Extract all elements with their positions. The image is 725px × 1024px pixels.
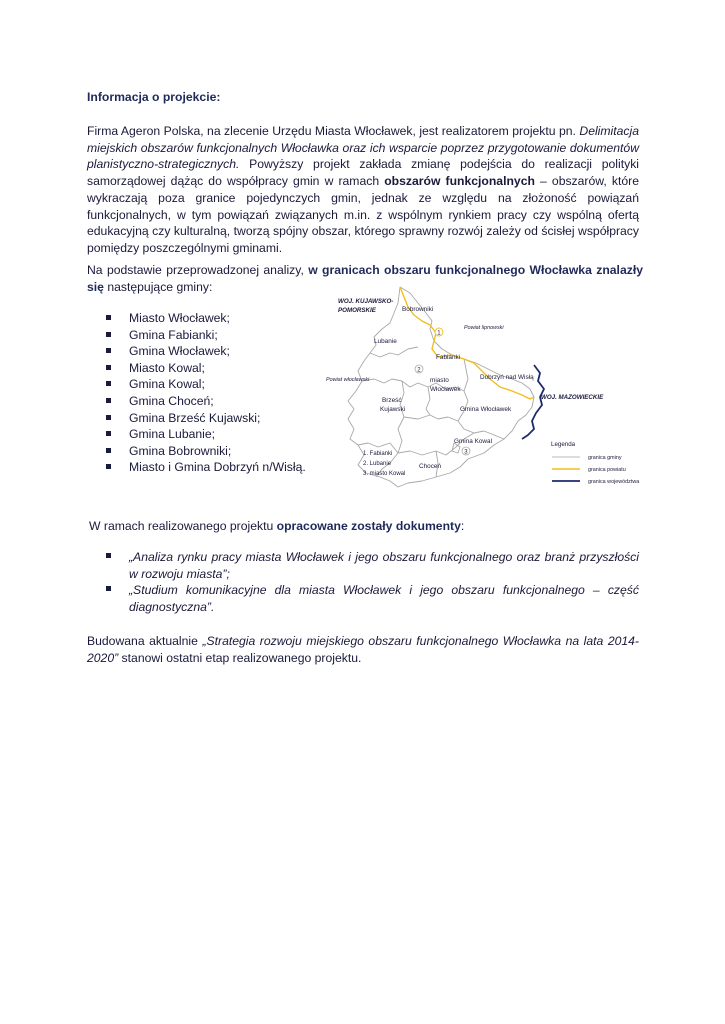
bullet-icon xyxy=(106,381,111,386)
bullet-icon xyxy=(106,553,111,558)
list-item xyxy=(87,360,317,377)
bullet-icon xyxy=(106,431,111,436)
final-text-1: Budowana aktualnie xyxy=(87,634,203,648)
woj-kp-label-2: POMORSKIE xyxy=(338,307,376,314)
list-item xyxy=(87,410,317,427)
intro-text-1: Firma Ageron Polska, na zlecenie Urzędu Miasta Włocławek, jest realizatorem projektu pn. xyxy=(87,124,580,138)
border-city-south xyxy=(404,415,458,421)
list-item xyxy=(87,376,317,393)
list-item-label: Gmina Lubanie; xyxy=(129,427,216,442)
work-text-3: : xyxy=(460,519,465,533)
bullet-icon xyxy=(106,464,111,469)
label-miasto-wloclawek-1: miasto xyxy=(430,377,449,384)
powiat-wloclawski-label: Powiat włocławski xyxy=(326,377,370,383)
border-gmina-wloclawek xyxy=(458,391,504,439)
label-brzesc-1: Brześć xyxy=(382,397,402,404)
note-2: 2. Lubanie xyxy=(363,461,392,467)
municipality-list xyxy=(87,310,317,476)
list-item-label: Gmina Fabianki; xyxy=(129,327,218,342)
powiat-lipnowski-label: Powiat lipnowski xyxy=(464,325,504,331)
list-item-label: Miasto Włocławek; xyxy=(129,311,230,325)
list-item-label: Gmina Kowal; xyxy=(129,377,205,392)
label-bobrowniki: Bobrowniki xyxy=(402,306,434,313)
bullet-icon xyxy=(106,348,111,353)
analysis-text-1: Na podstawie przeprowadzonej analizy, xyxy=(87,263,309,277)
analysis-emphasis: w granicach obszaru funkcjonalnego Włocławka znalazły się xyxy=(87,263,643,294)
document-title: „Studium komunikacyjne dla miasta Włocławek i jego obszaru funkcjonalnego – część diagnostyczna”. xyxy=(129,583,639,614)
list-item-label: Gmina Bobrowniki; xyxy=(129,443,232,458)
list-item xyxy=(87,343,317,360)
list-item xyxy=(87,327,317,344)
bullet-icon xyxy=(106,365,111,370)
bullet-icon xyxy=(106,415,111,420)
label-brzesc-2: Kujawski xyxy=(380,406,406,413)
documents-list xyxy=(87,549,639,615)
note-1: 1. Fabianki xyxy=(363,451,393,457)
strategy-title: „Strategia rozwoju miejskiego obszaru funkcjonalnego Włocławka na lata 2014-2020” xyxy=(87,634,639,665)
final-text-3: stanowi ostatni etap realizowanego projektu. xyxy=(118,650,362,665)
legend-label-gmina: granica gminy xyxy=(588,455,622,461)
note-3: 3. miasto Kowal xyxy=(363,471,406,477)
work-emphasis: opracowane zostały dokumenty xyxy=(276,519,461,533)
final-paragraph xyxy=(87,633,639,666)
list-item xyxy=(87,443,317,460)
bullet-icon xyxy=(106,448,111,453)
marker-3: 3 xyxy=(464,449,468,456)
bullet-icon xyxy=(106,332,111,337)
label-lubanie: Lubanie xyxy=(374,338,397,345)
powiat-labels xyxy=(326,325,504,383)
marker-2: 2 xyxy=(417,367,421,374)
woj-maz-label: WOJ. MAZOWIECKIE xyxy=(541,394,604,401)
list-item xyxy=(87,426,317,443)
intro-paragraph xyxy=(87,123,639,257)
legend-label-wojewodztwo: granica województwa xyxy=(588,479,640,485)
list-item xyxy=(87,393,317,410)
list-item xyxy=(87,582,639,615)
list-item xyxy=(87,310,317,327)
work-paragraph xyxy=(89,518,641,535)
map-legend xyxy=(551,441,639,485)
bullet-icon xyxy=(106,586,111,591)
list-item xyxy=(87,549,639,582)
legend-label-powiat: granica powiatu xyxy=(588,467,626,473)
functional-areas-term: obszarów funkcjonalnych xyxy=(384,174,535,189)
border-lubanie xyxy=(370,347,418,357)
label-chocen: Choceń xyxy=(419,463,442,470)
intro-text-5: – obszarów, które wykraczają poza granice pojedynczych gmin, jednak ze względu na złożoność powiązań funkcjonalnych, w tym powiązań związanych m.in. z wspólnym rynkiem pracy czy wspólną ofertą edukacyjną czy kulturalną, tworzą spójny obszar, którego sprawny rozwój zależy od ścisłej współpracy pomiędzy poszczególnymi gminami. xyxy=(87,174,639,255)
list-item-label: Gmina Włocławek; xyxy=(129,344,230,359)
label-fabianki: Fabianki xyxy=(436,354,461,361)
section-heading: Informacja o projekcie: xyxy=(87,90,221,104)
municipality-labels xyxy=(374,306,534,470)
work-text-1: W ramach realizowanego projektu xyxy=(89,519,277,533)
map-notes xyxy=(363,451,405,477)
label-miasto-wloclawek-2: Włocławek xyxy=(430,386,461,393)
document-title: „Analiza rynku pracy miasta Włocławek i jego obszaru funkcjonalnego oraz branż przyszłości w rozwoju miasta”; xyxy=(129,550,639,581)
bullet-icon xyxy=(106,398,111,403)
list-item-label: Miasto Kowal; xyxy=(129,360,205,375)
intro-text-3: Powyższy projekt zakłada zmianę podejścia do realizacji polityki samorządowej dążąc do współpracy gmin w ramach xyxy=(87,157,639,189)
region-labels xyxy=(338,298,604,401)
functional-area-map xyxy=(318,283,640,495)
label-gmina-kowal: Gmina Kowal xyxy=(454,438,493,445)
list-item-label: Miasto i Gmina Dobrzyń n/Wisłą. xyxy=(129,460,306,475)
legend-title: Legenda xyxy=(551,441,576,448)
border-fabianki-east xyxy=(464,359,468,391)
woj-kp-label-1: WOJ. KUJAWSKO- xyxy=(338,298,394,305)
label-gmina-wloclawek: Gmina Włocławek xyxy=(460,406,512,413)
list-item-label: Gmina Choceń; xyxy=(129,393,214,408)
analysis-text-3: następujące gminy: xyxy=(103,279,213,294)
list-item-label: Gmina Brześć Kujawski; xyxy=(129,410,261,425)
border-brzesc-east xyxy=(398,381,404,453)
marker-1: 1 xyxy=(437,330,441,337)
project-title: Delimitacja miejskich obszarów funkcjonalnych Włocławka oraz ich wsparcie poprzez przygotowanie dokumentów planistyczno-strategicznych. xyxy=(87,124,639,172)
list-item xyxy=(87,459,317,476)
bullet-icon xyxy=(106,315,111,320)
label-dobrzyn: Dobrzyń nad Wisłą xyxy=(480,374,534,381)
